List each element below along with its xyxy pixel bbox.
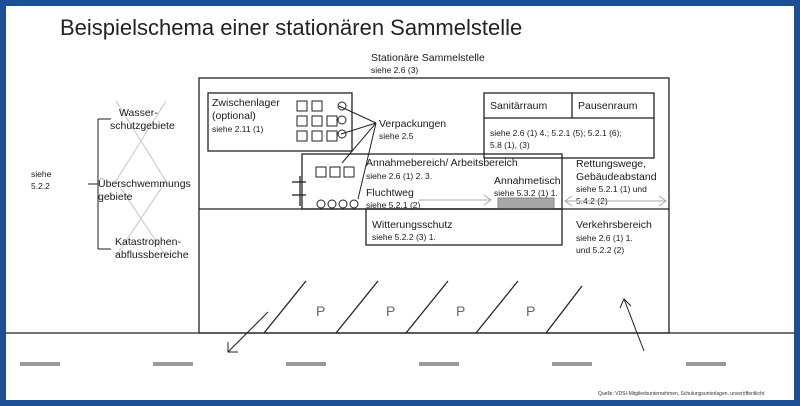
parking-label: P [526,303,536,319]
escape-route-ref: siehe 5.2.1 (2) [366,200,421,210]
weather-shelter-label: Witterungsschutz [372,219,453,231]
page-title: Beispielschema einer stationären Sammelstelle [60,15,523,40]
exit-arrow [228,312,268,352]
interim-storage-ref: siehe 2.11 (1) [212,124,264,134]
diagram-frame [6,6,794,400]
left-ref-2: 5.2.2 [31,181,50,191]
packaging-ref: siehe 2.5 [379,131,414,141]
traffic-area-ref-2: und 5.2.2 (2) [576,245,625,255]
sanitary-room-label: Sanitärraum [490,100,548,112]
collection-point-diagram [6,6,794,400]
reception-table [498,198,554,209]
reception-containers [316,167,358,208]
water-protection-label-2: schutzgebiete [110,120,175,132]
left-ref-1: siehe [31,169,52,179]
weather-shelter-ref: siehe 5.2.2 (3) 1. [372,232,436,242]
reception-area-label: Annahmebereich/ Arbeitsbereich [366,157,518,169]
interim-storage-label-2: (optional) [212,110,256,122]
reception-table-ref: siehe 5.3.2 (1) 1. [494,188,558,198]
entry-arrow [620,299,644,351]
disaster-label-1: Katastrophen- [115,236,181,248]
traffic-area-ref-1: siehe 2.6 (1) 1. [576,233,633,243]
packaging-pointers [339,106,376,199]
flood-label-2: gebiete [98,191,133,203]
road-markings [20,362,726,366]
reception-area-ref: siehe 2.6 (1) 2. 3. [366,171,433,181]
reception-table-label: Annahmetisch [494,175,561,187]
source-note: Quelle: VDSI-Mitgliedsunternehmen, Schulungsunterlagen, unveröffentlicht [598,391,765,397]
rescue-route-label-1: Rettungswege, [576,158,647,170]
flood-label-1: Überschwemmungs [98,178,191,190]
parking-label: P [386,303,396,319]
traffic-area-label: Verkehrsbereich [576,219,652,231]
sanitary-ref-2: 5.8 (1), (3) [490,140,530,150]
rescue-route-ref-1: siehe 5.2.1 (1) und [576,184,647,194]
parking-label: P [316,303,326,319]
disaster-label-2: abflussbereiche [115,249,189,261]
break-room-label: Pausenraum [578,100,638,112]
packaging-label: Verpackungen [379,118,447,130]
rescue-route-ref-2: 5.4.2 (2) [576,196,608,206]
escape-route-label: Fluchtweg [366,187,414,199]
parking-label: P [456,303,466,319]
rescue-route-label-2: Gebäudeabstand [576,171,657,183]
station-ref: siehe 2.6 (3) [371,65,419,75]
interim-storage-label-1: Zwischenlager [212,97,280,109]
water-protection-label-1: Wasser- [119,107,158,119]
sanitary-ref-1: siehe 2.6 (1) 4.; 5.2.1 (5); 5.2.1 (6); [490,128,622,138]
storage-containers [297,101,346,141]
side-door-marks [292,176,306,206]
station-label: Stationäre Sammelstelle [371,52,485,64]
